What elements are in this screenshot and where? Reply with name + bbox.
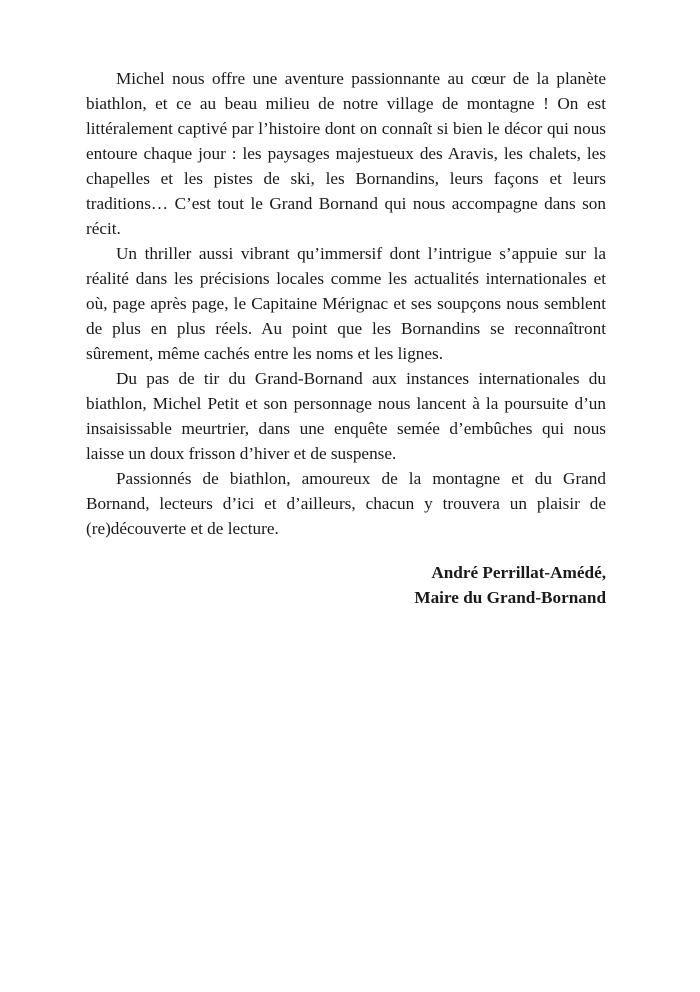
signature-title: Maire du Grand-Bornand [414,588,606,607]
paragraph-1: Michel nous offre une aventure passionnante au cœur de la planète biathlon, et ce au beau milieu de notre village de montagne ! On est littéralement captivé par l’histoire dont on connaît si bien le décor qui nous entoure chaque jour : les paysages majestueux des Aravis, les chalets, les chapelles et les pistes de ski, les Bornandins, leurs façons et leurs traditions… C’est tout le Grand Bornand qui nous accompagne dans son récit. [86,69,606,238]
paragraph-4: Passionnés de biathlon, amoureux de la montagne et du Grand Bornand, lecteurs d’ici et d’ailleurs, chacun y trouvera un plaisir de (re)découverte et de lecture. [86,469,606,538]
preface-text [86,66,606,541]
paragraph-2: Un thriller aussi vibrant qu’immersif dont l’intrigue s’appuie sur la réalité dans les précisions locales comme les actualités internationales et où, page après page, le Capitaine Mérignac et ses soupçons nous semblent de plus en plus réels. Au point que les Bornandins se reconnaîtront sûrement, même cachés entre les noms et les lignes. [86,244,606,363]
signature-name: André Perrillat-Amédé, [431,563,606,582]
signature-block [414,560,606,610]
paragraph-3: Du pas de tir du Grand-Bornand aux instances internationales du biathlon, Michel Petit et son personnage nous lancent à la poursuite d’un insaisissable meurtrier, dans une enquête semée d’embûches qui nous laisse un doux frisson d’hiver et de suspense. [86,369,606,463]
